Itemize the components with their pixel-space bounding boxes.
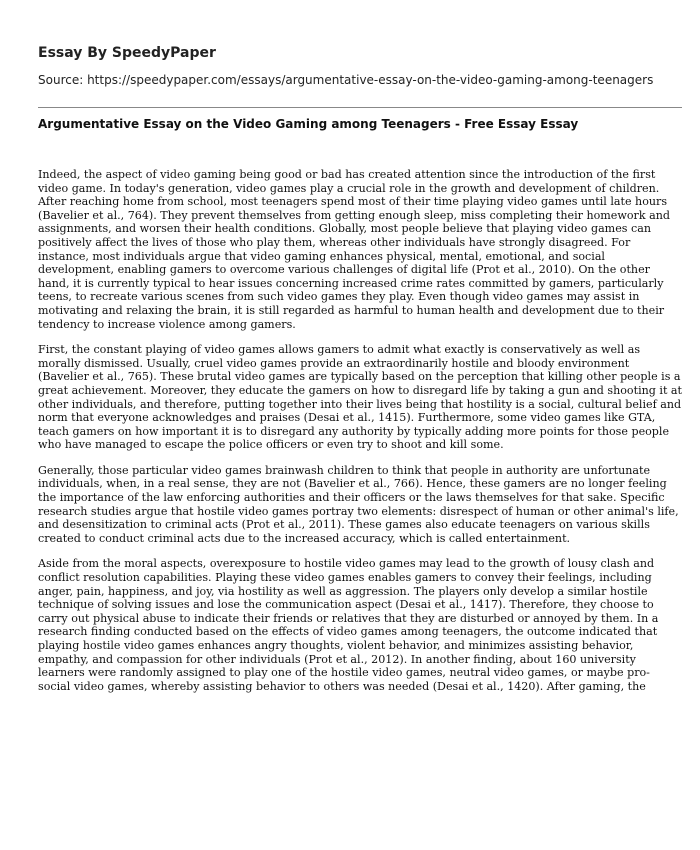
divider xyxy=(38,107,682,108)
paragraph: First, the constant playing of video games allows gamers to admit what exactly is conservatively as well as morally dismissed. Usually, cruel video games provide an extraordinarily hostile and bloody environment (Bavelier et al., 765). These brutal video games are typically based on the perception that killing other people is a great achievement. Moreover, they educate the gamers on how to disregard life by taking a gun and shooting it at other individuals, and therefore, putting together into their lives being that hostility is a social, cultural belief and norm that everyone acknowledges and praises (Desai et al., 1415). Furthermore, some video games like GTA, teach gamers on how important it is to disregard any authority by typically adding more points for those people who have managed to escape the police officers or even try to shoot and kill some. xyxy=(38,343,682,452)
paragraph: Generally, those particular video games brainwash children to think that people in authority are unfortunate individuals, when, in a real sense, they are not (Bavelier et al., 766). Hence, these gamers are no longer feeling the importance of the law enforcing authorities and their officers or the laws themselves for that sake. Specific research studies argue that hostile video games portray two elements: disrespect of human or other animal's life, and desensitization to criminal acts (Prot et al., 2011). These games also educate teenagers on various skills created to conduct criminal acts due to the increased accuracy, which is called entertainment. xyxy=(38,463,679,545)
source-line: Source: https://speedypaper.com/essays/argumentative-essay-on-the-video-gaming-among-teenagers xyxy=(38,73,654,87)
paragraph: Indeed, the aspect of video gaming being good or bad has created attention since the introduction of the first video game. In today's generation, video games play a crucial role in the growth and development of children. After reaching home from school, most teenagers spend most of their time playing video games until late hours (Bavelier et al., 764). They prevent themselves from getting enough sleep, miss completing their homework and assignments, and worsen their health conditions. Globally, most people believe that playing video games can positively affect the lives of those who play them, whereas other individuals have strongly disagreed. For instance, most individuals argue that video gaming enhances physical, mental, emotional, and social development, enabling gamers to overcome various challenges of digital life (Prot et al., 2010). On the other hand, it is currently typical to hear issues concerning increased crime rates committed by gamers, particularly teens, to recreate various scenes from such video games they play. Even though video games may assist in motivating and relaxing the brain, it is still regarded as harmful to human health and development due to their tendency to increase violence among gamers. xyxy=(38,168,670,331)
paragraph: Aside from the moral aspects, overexposure to hostile video games may lead to the growth of lousy clash and conflict resolution capabilities. Playing these video games enables gamers to convey their feelings, including anger, pain, happiness, and joy, via hostility as well as aggression. The players only develop a similar hostile technique of solving issues and lose the communication aspect (Desai et al., 1417). Therefore, they choose to carry out physical abuse to indicate their friends or relatives that they are disturbed or annoyed by them. In a research finding conducted based on the effects of video games among teenagers, the outcome indicated that playing hostile video games enhances angry thoughts, violent behavior, and minimizes assisting behavior, empathy, and compassion for other individuals (Prot et al., 2012). In another finding, about 160 university learners were randomly assigned to play one of the hostile video games, neutral video games, or maybe pro-social video games, whereby assisting behavior to others was needed (Desai et al., 1420). After gaming, the xyxy=(38,557,659,693)
document-title: Argumentative Essay on the Video Gaming among Teenagers - Free Essay Essay xyxy=(38,117,579,131)
header-title: Essay By SpeedyPaper xyxy=(38,45,216,61)
essay-body xyxy=(38,168,682,705)
